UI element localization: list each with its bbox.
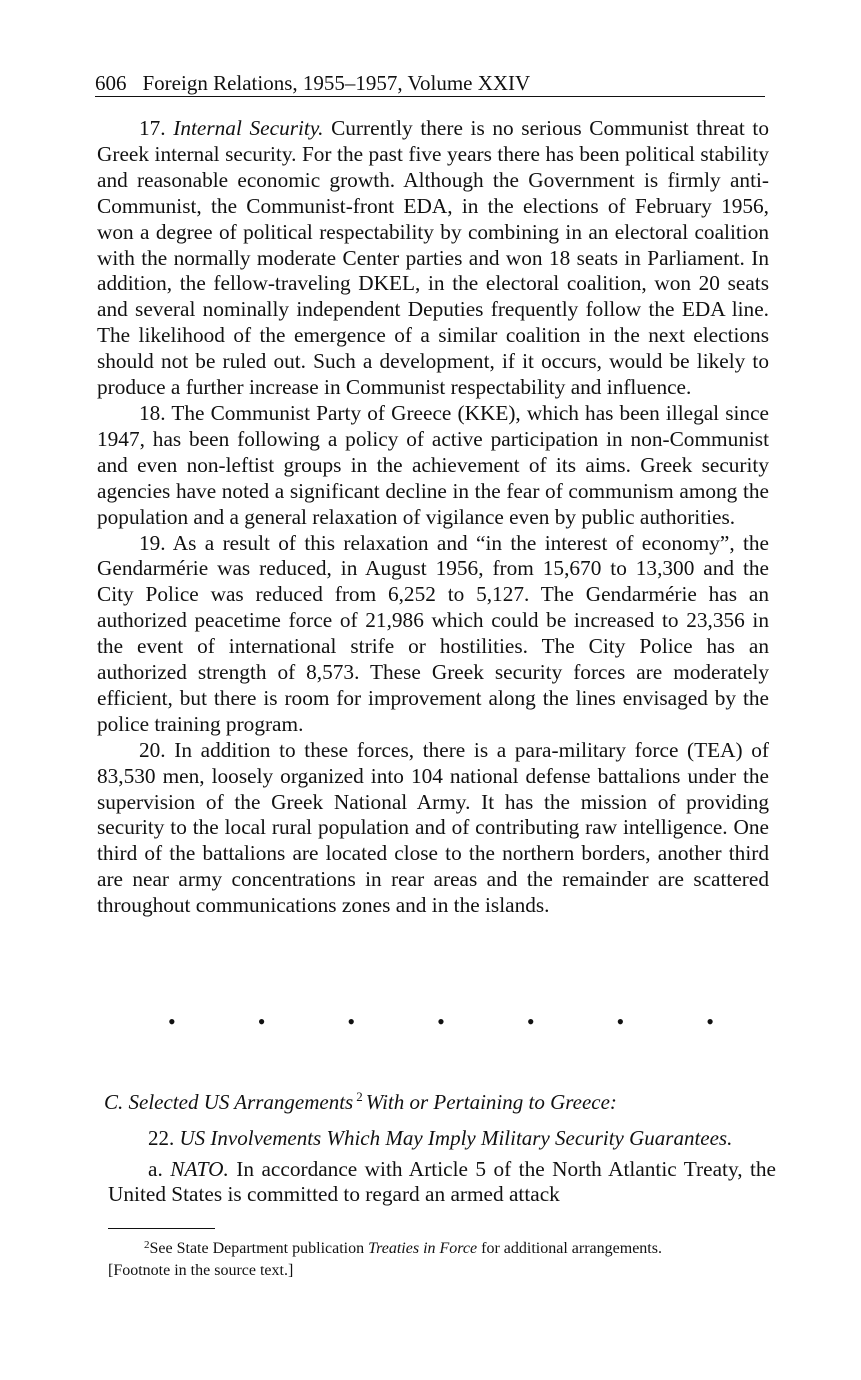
section-title-end: With or Pertaining to Greece: xyxy=(365,1090,617,1114)
paragraph-number: 18. xyxy=(139,400,166,425)
item-label: a. xyxy=(148,1157,163,1181)
ellipsis-dot: • xyxy=(257,1009,266,1034)
item-a-paragraph xyxy=(108,1157,776,1207)
ellipsis-dot: • xyxy=(437,1009,445,1034)
section-title-start: C. Selected US Arrangements xyxy=(104,1090,354,1114)
item-title: US Involvements Which May Imply Military Security Guarantees. xyxy=(179,1126,733,1150)
ellipsis-dot: • xyxy=(526,1009,535,1034)
footnote-text-end: for additional arrangements. xyxy=(481,1240,662,1257)
paragraph-heading: Internal Security. xyxy=(173,116,324,140)
running-header xyxy=(95,71,765,97)
paragraph-text: The Communist Party of Greece (KKE), which has been illegal since 1947, has been following a policy of active participation in non-Communist and even non-leftist groups in the achievement of its aims. Greek security agencies have noted a significant decline in the fear of communism among the population and a general relaxation of vigilance even by public authorities. xyxy=(97,400,769,529)
page-number: 606 xyxy=(95,71,127,95)
footnote-separator xyxy=(108,1228,215,1229)
footnote-text-start: See State Department publication xyxy=(149,1240,365,1257)
item-number: 22. xyxy=(148,1126,175,1150)
footnote xyxy=(108,1234,778,1282)
item-a-nato xyxy=(108,1157,776,1207)
ellipsis-dot: • xyxy=(347,1009,356,1034)
footnote-reference: 2 xyxy=(356,1089,363,1104)
paragraph-18 xyxy=(97,401,769,531)
paragraph-number: 20. xyxy=(139,737,166,762)
ellipsis-dot: • xyxy=(616,1009,625,1034)
running-title: Foreign Relations, 1955–1957, Volume XXIV xyxy=(142,71,531,95)
section-c-heading xyxy=(104,1089,617,1115)
paragraph-17 xyxy=(97,116,769,401)
omission-ellipsis xyxy=(168,1010,714,1034)
item-text: In accordance with Article 5 of the North Atlantic Treaty, the United States is committed to regard an armed attack xyxy=(108,1157,776,1206)
ellipsis-dot: • xyxy=(168,1009,176,1034)
paragraph-text: As a result of this relaxation and “in the interest of economy”, the Gendarmérie was reduced, in August 1956, from 15,670 to 13,300 and the City Police was reduced from 6,252 to 5,127. The Gendarmérie has an authorized peacetime force of 21,986 which could be increased to 23,356 in the event of international strife or hostilities. The City Police has an authorized strength of 8,573. These Greek security forces are moderately efficient, but there is room for improvement along the lines envisaged by the police training program. xyxy=(97,530,769,736)
item-heading: NATO. xyxy=(170,1157,229,1181)
paragraph-text: Currently there is no serious Communist threat to Greek internal security. For the past five years there has been political stability and reasonable economic growth. Although the Government is firmly anti-Communist, the Communist-front EDA, in the elections of February 1956, won a degree of political respectability by combining in an electoral coalition with the normally moderate Center parties and won 18 seats in Parliament. In addition, the fellow-traveling DKEL, in the electoral coalition, won 20 seats and several nominally independent Deputies frequently follow the EDA line. The likelihood of the emergence of a similar coalition in the next elections should not be ruled out. Such a development, if it occurs, would be likely to produce a further increase in Communist respectability and influence. xyxy=(97,116,769,400)
footnote-source-note: [Footnote in the source text.] xyxy=(108,1262,294,1279)
footnote-marker: 2 xyxy=(144,1239,150,1251)
footnote-line xyxy=(108,1234,778,1260)
paragraph-number: 17. xyxy=(139,116,166,140)
footnote-publication-title: Treaties in Force xyxy=(368,1240,478,1257)
ellipsis-dot: • xyxy=(706,1009,714,1034)
paragraph-20 xyxy=(97,738,769,919)
paragraph-19 xyxy=(97,531,769,738)
paragraph-number: 19. xyxy=(139,530,166,555)
item-22-heading xyxy=(148,1126,732,1151)
paragraph-text: In addition to these forces, there is a para-military force (TEA) of 83,530 men, loosely organized into 104 national defense battalions under the supervision of the Greek National Army. It has the mission of providing security to the local rural population and of contributing raw intelligence. One third of the battalions are located close to the northern borders, another third are near army concentrations in rear areas and the remainder are scattered throughout communications zones and in the islands. xyxy=(97,737,769,918)
body-text xyxy=(97,116,769,919)
